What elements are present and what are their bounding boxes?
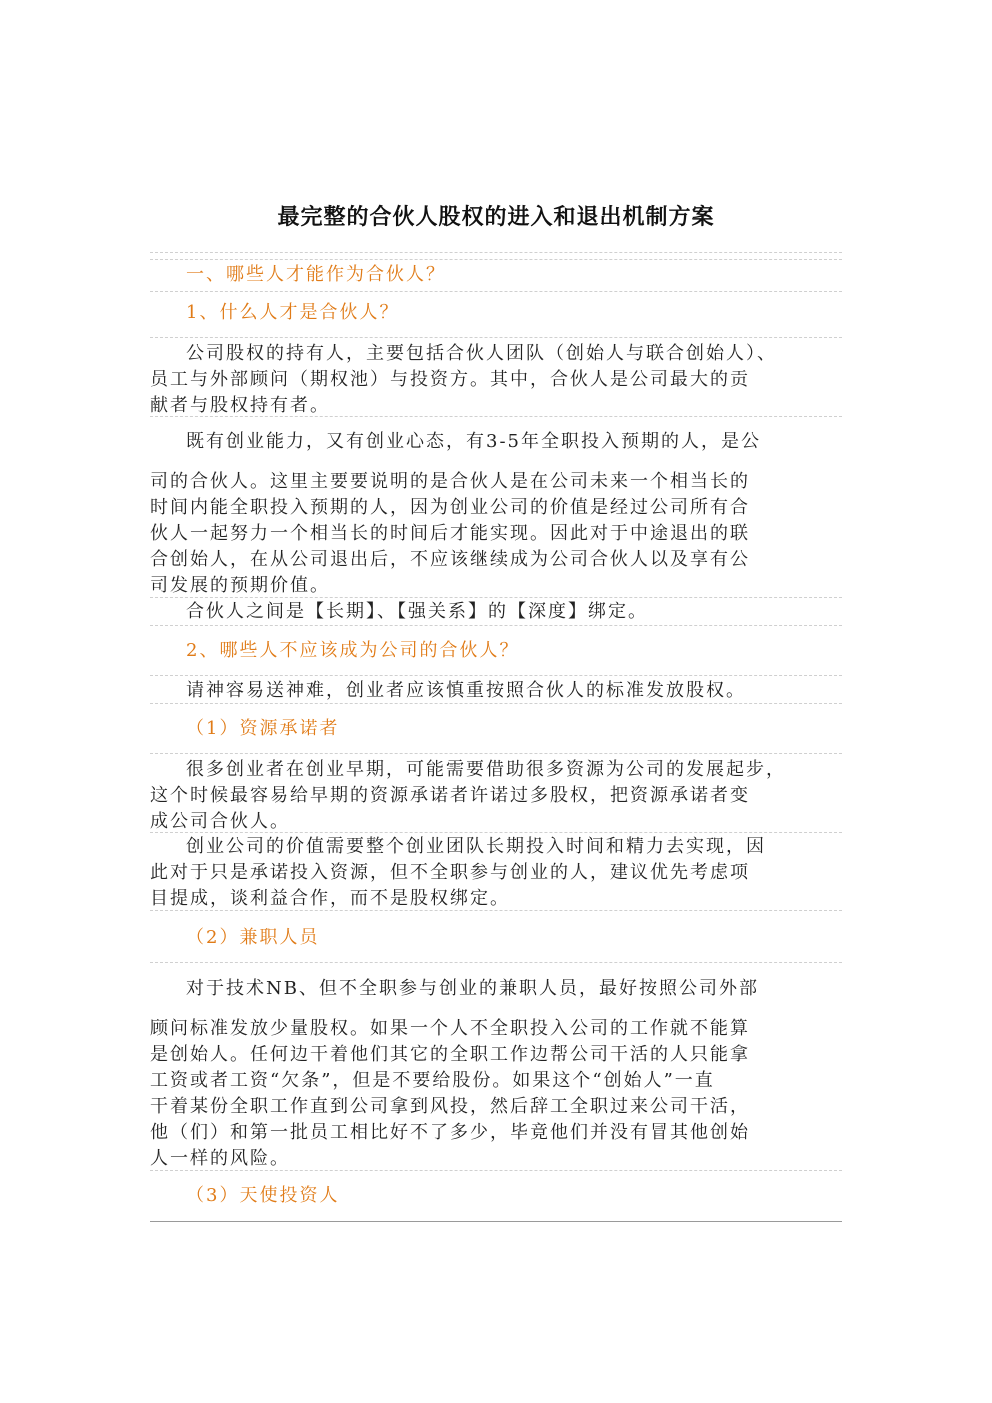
subsection-heading: 1、什么人才是合伙人？ — [186, 302, 400, 323]
divider — [150, 703, 842, 704]
divider — [150, 675, 842, 676]
paragraph-line: 伙人一起努力一个相当长的时间后才能实现。因此对于中途退出的联 — [150, 523, 750, 544]
paragraph-line: 司发展的预期价值。 — [150, 575, 330, 596]
paragraph-line: 既有创业能力，又有创业心态，有3-5年全职投入预期的人，是公 — [186, 431, 761, 452]
paragraph-line: 创业公司的价值需要整个创业团队长期投入时间和精力去实现，因 — [186, 836, 766, 857]
divider — [150, 1170, 842, 1171]
item-heading: （3）天使投资人 — [186, 1185, 340, 1206]
divider — [150, 597, 842, 598]
paragraph-line: 他（们）和第一批员工相比好不了多少，毕竟他们并没有冒其他创始 — [150, 1122, 750, 1143]
paragraph-line: 合创始人，在从公司退出后，不应该继续成为公司合伙人以及享有公 — [150, 549, 750, 570]
paragraph-line: 工资或者工资“欠条”，但是不要给股份。如果这个“创始人”一直 — [150, 1070, 715, 1091]
paragraph-line: 是创始人。任何边干着他们其它的全职工作边帮公司干活的人只能拿 — [150, 1044, 750, 1065]
paragraph-line: 干着某份全职工作直到公司拿到风投，然后辞工全职过来公司干活， — [150, 1096, 750, 1117]
divider — [150, 252, 842, 253]
page-title: 最完整的合伙人股权的进入和退出机制方案 — [277, 205, 715, 230]
subsection-heading: 2、哪些人不应该成为公司的合伙人？ — [186, 640, 520, 661]
paragraph-line: 很多创业者在创业早期，可能需要借助很多资源为公司的发展起步， — [186, 759, 786, 780]
divider — [150, 625, 842, 626]
paragraph-line: 公司股权的持有人，主要包括合伙人团队（创始人与联合创始人）、 — [186, 343, 777, 364]
section-heading: 一、哪些人才能作为合伙人？ — [186, 264, 446, 285]
paragraph-line: 人一样的风险。 — [150, 1148, 290, 1169]
paragraph-line: 时间内能全职投入预期的人，因为创业公司的价值是经过公司所有合 — [150, 497, 750, 518]
paragraph-line: 对于技术NB、但不全职参与创业的兼职人员，最好按照公司外部 — [186, 978, 759, 999]
paragraph-line: 这个时候最容易给早期的资源承诺者许诺过多股权，把资源承诺者变 — [150, 785, 750, 806]
divider — [150, 832, 842, 833]
divider — [150, 337, 842, 338]
paragraph-line: 合伙人之间是【长期】、【强关系】的【深度】绑定。 — [186, 601, 648, 622]
paragraph-line: 请神容易送神难，创业者应该慎重按照合伙人的标准发放股权。 — [186, 680, 746, 701]
paragraph-line: 成公司合伙人。 — [150, 811, 290, 832]
divider — [150, 416, 842, 417]
paragraph-line: 献者与股权持有者。 — [150, 395, 330, 416]
bottom-rule — [150, 1221, 842, 1222]
paragraph-line: 目提成，谈利益合作，而不是股权绑定。 — [150, 888, 510, 909]
divider — [150, 962, 842, 963]
item-heading: （2）兼职人员 — [186, 927, 320, 948]
divider — [150, 291, 842, 292]
divider — [150, 259, 842, 260]
divider — [150, 753, 842, 754]
paragraph-line: 顾问标准发放少量股权。如果一个人不全职投入公司的工作就不能算 — [150, 1018, 750, 1039]
item-heading: （1）资源承诺者 — [186, 718, 340, 739]
paragraph-line: 此对于只是承诺投入资源，但不全职参与创业的人，建议优先考虑项 — [150, 862, 750, 883]
divider — [150, 910, 842, 911]
paragraph-line: 员工与外部顾问（期权池）与投资方。其中，合伙人是公司最大的贡 — [150, 369, 750, 390]
paragraph-line: 司的合伙人。这里主要要说明的是合伙人是在公司未来一个相当长的 — [150, 471, 750, 492]
